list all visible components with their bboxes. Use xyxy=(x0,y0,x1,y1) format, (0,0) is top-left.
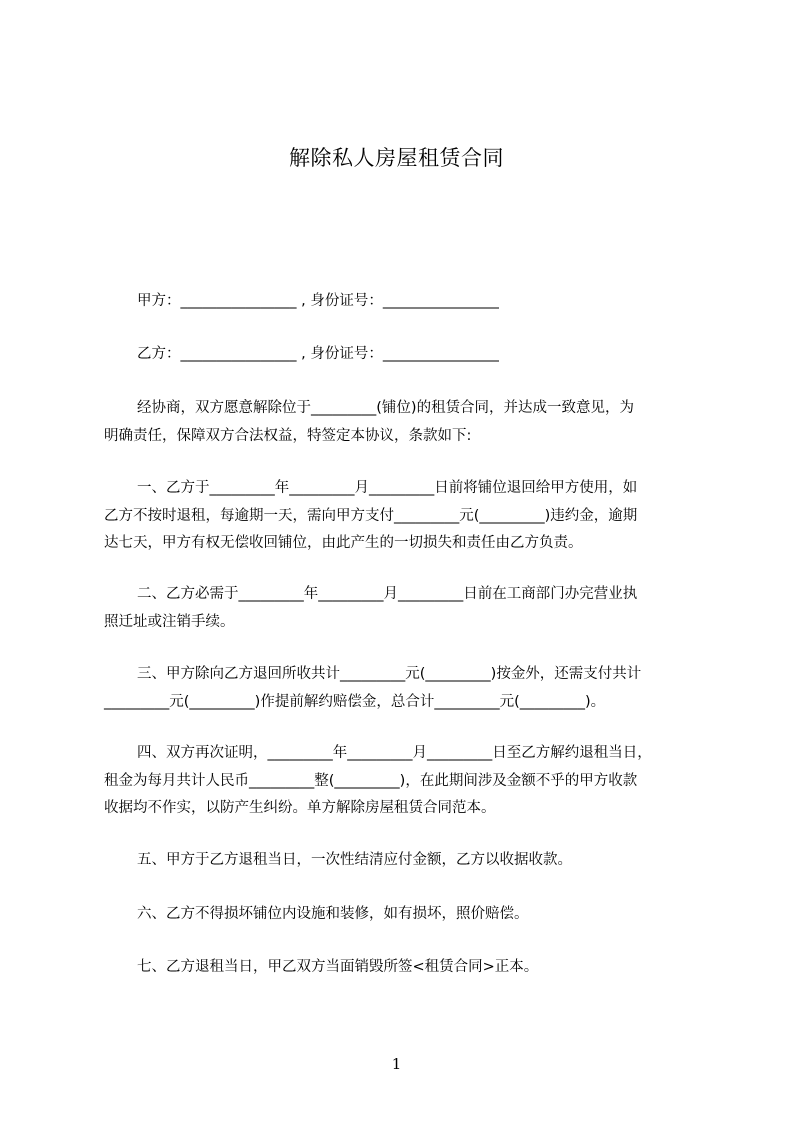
clause-2-line: 照迁址或注销手续。 xyxy=(104,614,235,630)
clause-3-line: _________元(_________)作提前解约赔偿金，总合计_________元(_________)。 xyxy=(104,694,606,710)
clause-4-line: 收据均不作实，以防产生纠纷。单方解除房屋租赁合同范本。 xyxy=(104,800,496,816)
clause-1-line: 达七天，甲方有权无偿收回铺位，由此产生的一切损失和责任由乙方负责。 xyxy=(104,535,583,551)
clause-3-line: 三、甲方除向乙方退回所收共计_________元(_________)按金外，还需支付共计 xyxy=(137,666,642,682)
clause-4-line: 四、双方再次证明，_________年_________月_________日至乙方解约退租当日， xyxy=(137,745,652,761)
clause-4-line: 租金为每月共计人民币_________整(_________)，在此期间涉及金额不乎的甲方收款 xyxy=(104,773,638,789)
clause-1-line: 乙方不按时退租，每逾期一天，需向甲方支付_________元(_________)违约金，逾期 xyxy=(104,508,638,524)
intro-line: 经协商，双方愿意解除位于_________(铺位)的租赁合同，并达成一致意见，为 xyxy=(137,400,635,416)
clause-2-line: 二、乙方必需于_________年_________月_________日前在工商部门办完营业执 xyxy=(137,586,638,602)
clause-1-line: 一、乙方于_________年_________月_________日前将铺位退回给甲方使用，如 xyxy=(137,480,638,496)
party-b-line: 乙方：________________ , 身份证号：________________ xyxy=(137,346,499,362)
clause-5-line: 五、甲方于乙方退租当日，一次性结清应付金额，乙方以收据收款。 xyxy=(137,852,572,868)
page-number: 1 xyxy=(391,1055,402,1073)
party-a-line: 甲方：________________ , 身份证号：________________ xyxy=(137,293,499,309)
clause-6-line: 六、乙方不得损坏铺位内设施和装修，如有损坏，照价赔偿。 xyxy=(137,906,529,922)
document-title: 解除私人房屋租赁合同 xyxy=(289,146,504,170)
clause-7-line: 七、乙方退租当日，甲乙双方当面销毁所签<租赁合同>正本。 xyxy=(137,959,539,975)
intro-line: 明确责任，保障双方合法权益，特签定本协议，条款如下: xyxy=(104,428,472,444)
